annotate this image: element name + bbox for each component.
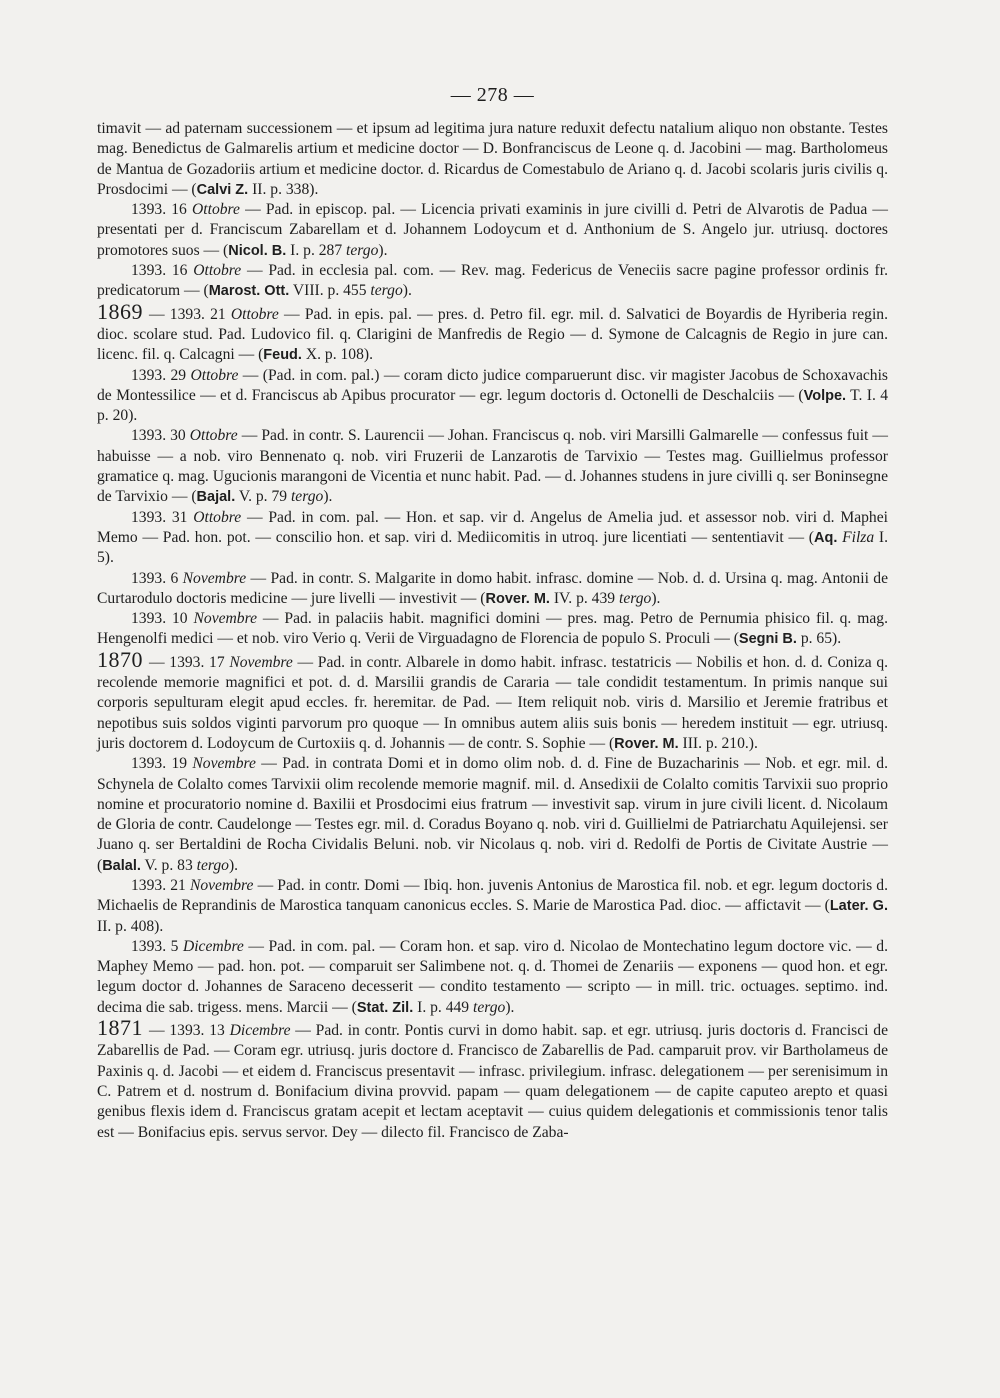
italic-text: Ottobre [190, 366, 239, 384]
entry-text: ). [323, 488, 333, 506]
italic-text: Ottobre [230, 305, 279, 323]
source-reference: Rover. M. [614, 735, 679, 752]
italic-text: Dicembre [229, 1022, 291, 1040]
entry-text: ). [505, 998, 515, 1016]
italic-text: Ottobre [192, 201, 240, 219]
italic-text: Novembre [192, 755, 256, 773]
italic-text: tergo [473, 998, 506, 1016]
entry-text: 1393. 16 [131, 262, 194, 280]
entry-text: ). [651, 589, 661, 607]
entry-text: — Pad. in ecclesia pal. com. — Rev. mag. Federicus de Veneciis sacre pagine professor ordinis fr. predicatorum — ( [97, 262, 888, 300]
entry-text: p. 65). [796, 630, 842, 648]
source-reference: Marost. Ott. [208, 283, 290, 300]
entry-text: timavit — ad paternam successionem — et ipsum ad legitima jura nature reduxit defectu natalium aliquo non obstante. Testes mag. Benedictus de Galmarelis artium et medicine doctor — D. Bonfranciscus de Leone q. d. Jacobini — mag. Bartholomeus de Mantua de Gozadoriis artium et medicine doctor. d. Ricardus de Comestabulo de Ariano q. d. Jacobi scolaris juris civilis q. Prosdocimi — ( [97, 120, 888, 198]
entry-text: V. p. 79 [235, 488, 291, 506]
entry-text: — 1393. 21 [149, 305, 231, 323]
entry-text: 1393. 30 [131, 427, 190, 445]
entry-text: 1393. 6 [131, 569, 183, 587]
document-entry [97, 876, 888, 937]
page-number: — 278 — [450, 84, 535, 106]
entry-text: — 1393. 17 [149, 653, 230, 671]
entries-list [97, 119, 888, 1143]
italic-text: Dicembre [182, 937, 244, 955]
entry-text: ). [228, 856, 239, 874]
entry-text: — Pad. in contrata Domi et in domo olim nob. d. d. Fine de Buzacharinis — Nob. et egr. mil. d. Schynela de Colalto comes Tarvixii olim recolende memorie magnif. mil. d. Ansedixii de Colalto comitis Tarvixii suo proprio nomine et procuratorio nomine d. Baxilii et Prosdocimi eius fratrum — investivit sap. virum in jure civili licent. d. Nicolaum de Gloria de contr. Caudelonge — Testes egr. mil. d. Coradus Boyano q. nob. viri d. Guillielmi de Patriarchatu Aquilejensi. ser Juano q. ser Bertaldini de Rocha Cividalis Beluni. nob. vir Nicolaus q. nob. viri d. Redolfi de Portis de Civitate Austrie — ( [97, 755, 888, 874]
entry-text: II. p. 338). [248, 180, 319, 198]
entry-text: I. p. 287 [286, 241, 347, 259]
italic-text: Novembre [229, 653, 293, 671]
entry-text: 1393. 21 [131, 876, 190, 894]
document-entry [97, 609, 888, 650]
entry-text: II. p. 408). [97, 917, 164, 935]
italic-text: tergo [618, 589, 652, 607]
italic-text: Novembre [189, 876, 254, 894]
italic-text: tergo [370, 282, 403, 300]
entry-text: ). [402, 282, 412, 300]
entry-text: — Pad. in contr. Domi — Ibiq. hon. juvenis Antonius de Marostica fil. nob. et egr. legum doctoris d. Michaelis de Reprandinis de Marostica tanquam canonicus eccles. S. Marie de Marostica Pad. dioc. — affictavit — ( [97, 876, 888, 915]
source-reference: Nicol. B. [228, 242, 287, 259]
source-reference: Later. G. [829, 898, 888, 915]
entry-number: 1871 [97, 1015, 143, 1041]
document-entry [97, 646, 889, 754]
document-entry [97, 200, 888, 261]
entry-text: X. p. 108). [301, 346, 373, 364]
entry-text: 1393. 31 [131, 508, 194, 526]
document-entry [97, 366, 888, 427]
entry-text: — Pad. in contr. Pontis curvi in domo habit. sap. et egr. utriusq. juris doctoris d. Francisci de Zabarellis de Pad. — Coram egr. utriusq. juris doctore d. Francisco de Zabarellis de Pad. camparuit prov. vir Bartholameus de Paxinis q. d. Jacobi — et eidem d. Franciscus presentavit — infrasc. privilegium. infrasc. delegationem — per serenisimum in C. Patrem et d. nostrum d. Bonifacium divina provvid. papam — quam delegationem — de capite caputeo arepto et quasi genibus flexis idem d. Franciscus gratam acepit et lectam aceptavit — cuius quidem delegationis et commissionis tenor talis est — Bonifacius epis. servus servor. Dey — dilecto fil. Francisco de Zaba- [97, 1022, 888, 1141]
entry-text: 1393. 5 [131, 937, 183, 955]
entry-text: — 1393. 13 [149, 1022, 230, 1040]
entry-text: 1393. 29 [131, 366, 191, 384]
document-entry [97, 298, 888, 366]
source-reference: Feud. [263, 347, 302, 364]
document-entry [97, 508, 888, 569]
entry-text: ). [378, 241, 388, 259]
italic-text: Ottobre [193, 508, 242, 526]
entry-text: 1393. 16 [131, 201, 193, 219]
document-entry [97, 426, 888, 507]
entry-text: — Pad. in contr. S. Malgarite in domo habit. infrasc. domine — Nob. d. d. Ursina q. mag. Antonii de Curtarodulo doctoris medicine — jure livelli — investivit — ( [97, 569, 888, 607]
document-entry [97, 261, 888, 302]
italic-text: Filza [842, 528, 875, 546]
entry-number: 1869 [97, 298, 143, 324]
document-entry [97, 569, 888, 610]
entry-text: — Pad. in palaciis habit. magnifici domini — pres. mag. Petro de Pernumia phisico fil. q. mag. Hengenolfi medici — et nob. viro Verio q. Verii de Virguadagno de Florencia de populo S. Proculi — ( [97, 610, 888, 648]
document-entry [97, 754, 888, 876]
document-entry [97, 937, 888, 1018]
source-reference: Calvi Z. [196, 181, 249, 198]
source-reference: Aq. [814, 529, 838, 546]
source-reference: Bajal. [196, 489, 236, 506]
entry-text: V. p. 83 [140, 856, 197, 874]
entry-number: 1870 [97, 646, 143, 672]
italic-text: Novembre [182, 569, 247, 587]
source-reference: Volpe. [803, 387, 847, 404]
entry-text: III. p. 210.). [678, 734, 758, 752]
source-reference: Balal. [102, 857, 141, 874]
entry-text: T. I. 4 p. 20). [97, 386, 888, 425]
italic-text: tergo [290, 488, 324, 506]
italic-text: Novembre [193, 610, 258, 628]
entry-text: — Pad. in com. pal. — Hon. et sap. vir d. Angelus de Amelia jud. et assessor nob. viri d. Maphei Memo — Pad. hon. pot. — conscilio hon. et sap. viri d. Mediicomitis in utroq. jure licentiati — sententiavit — ( [97, 508, 888, 546]
source-reference: Stat. Zil. [356, 999, 414, 1016]
italic-text: tergo [196, 856, 229, 874]
entry-text: I. 5). [97, 528, 888, 567]
entry-text: VIII. p. 455 [289, 282, 371, 300]
entry-text: — Pad. in episcop. pal. — Licencia privati examinis in jure civilli d. Petri de Alvarotis de Padua — presentati per d. Franciscum Zabarellam et d. Johannem Lodoycum et d. Anthonium de S. Angelo jur. utriusq. doctores promotores suos — ( [97, 201, 889, 259]
source-reference: Rover. M. [485, 590, 550, 607]
entry-text: 1393. 19 [131, 755, 193, 773]
entry-text: — Pad. in contr. S. Laurencii — Johan. Franciscus q. nob. viri Marsilli Galmarelle — confessus fuit — habuisse — a nob. viro Bennenato q. nob. viri Fruzerii de Lanzarotis de Tarvixio — Testes mag. Guillielmus professor gramatice q. mag. Ugucionis marangoni de Vicentia et nunc habit. Pad. — d. Johannes studens in jure civilli q. ser Boninsegne de Tarvixio — ( [97, 427, 888, 506]
italic-text: Ottobre [193, 262, 242, 280]
entry-text: — Pad. in contr. Albarele in domo habit. infrasc. testatricis — Nobilis et hon. d. d. Coniza q. recolende memorie magnifici et pot. d. d. Marsilii grandis de Cararia — tale condidit testamentum. In primis nanque sui corporis sepulturam elegit apud eccles. fr. heremitar. de Pad. — Item reliquit nob. viris d. Marsilio et Jeremie fratribus et nepotibus suis soldos viginti parvorum pro quoque — In omnibus autem aliis suis bonis — heredem instituit — egr. utriusq. juris doctorem d. Lodoycum de Curtoxiis q. d. Johannis — de contr. S. Sophie — ( [97, 653, 889, 752]
entry-text: IV. p. 439 [549, 589, 619, 607]
italic-text: Ottobre [189, 427, 238, 445]
document-entry [97, 119, 888, 200]
entry-text: — Pad. in epis. pal. — pres. d. Petro fil. egr. mil. d. Salvatici de Boyardis de Hyriberia regin. dioc. scolare stud. Pad. Ludovico fil. q. Clarigini de Manfredis de Regio — d. Symone de Calcagnis de Regio in jure can. licenc. fil. q. Calcagni — ( [97, 305, 888, 364]
italic-text: tergo [346, 241, 379, 259]
source-reference: Segni B. [738, 631, 797, 648]
entry-text: — (Pad. in com. pal.) — coram dicto judice comparuerunt disc. vir magister Jacobus de Schoxavachis de Montessilice — et d. Franciscus ab Apibus procurator — egr. legum doctoris d. Octonelli de Deschalciis — ( [97, 366, 889, 404]
document-entry [97, 1015, 888, 1143]
entry-text: — Pad. in com. pal. — Coram hon. et sap. viro d. Nicolao de Montechatino legum doctore vic. — d. Maphey Memo — pad. hon. pot. — comparuit ser Salimbene not. q. d. Thomei de Zenariis — exponens — quod hon. et egr. legum doctor d. Johannes de Saraceno decesserit — condito testamento — scripto — in mill. tric. octuages. septimo. ind. decima die sab. trigess. mens. Marcii — ( [97, 937, 888, 1016]
entry-text: 1393. 10 [131, 610, 194, 628]
entry-text: I. p. 449 [413, 998, 474, 1016]
